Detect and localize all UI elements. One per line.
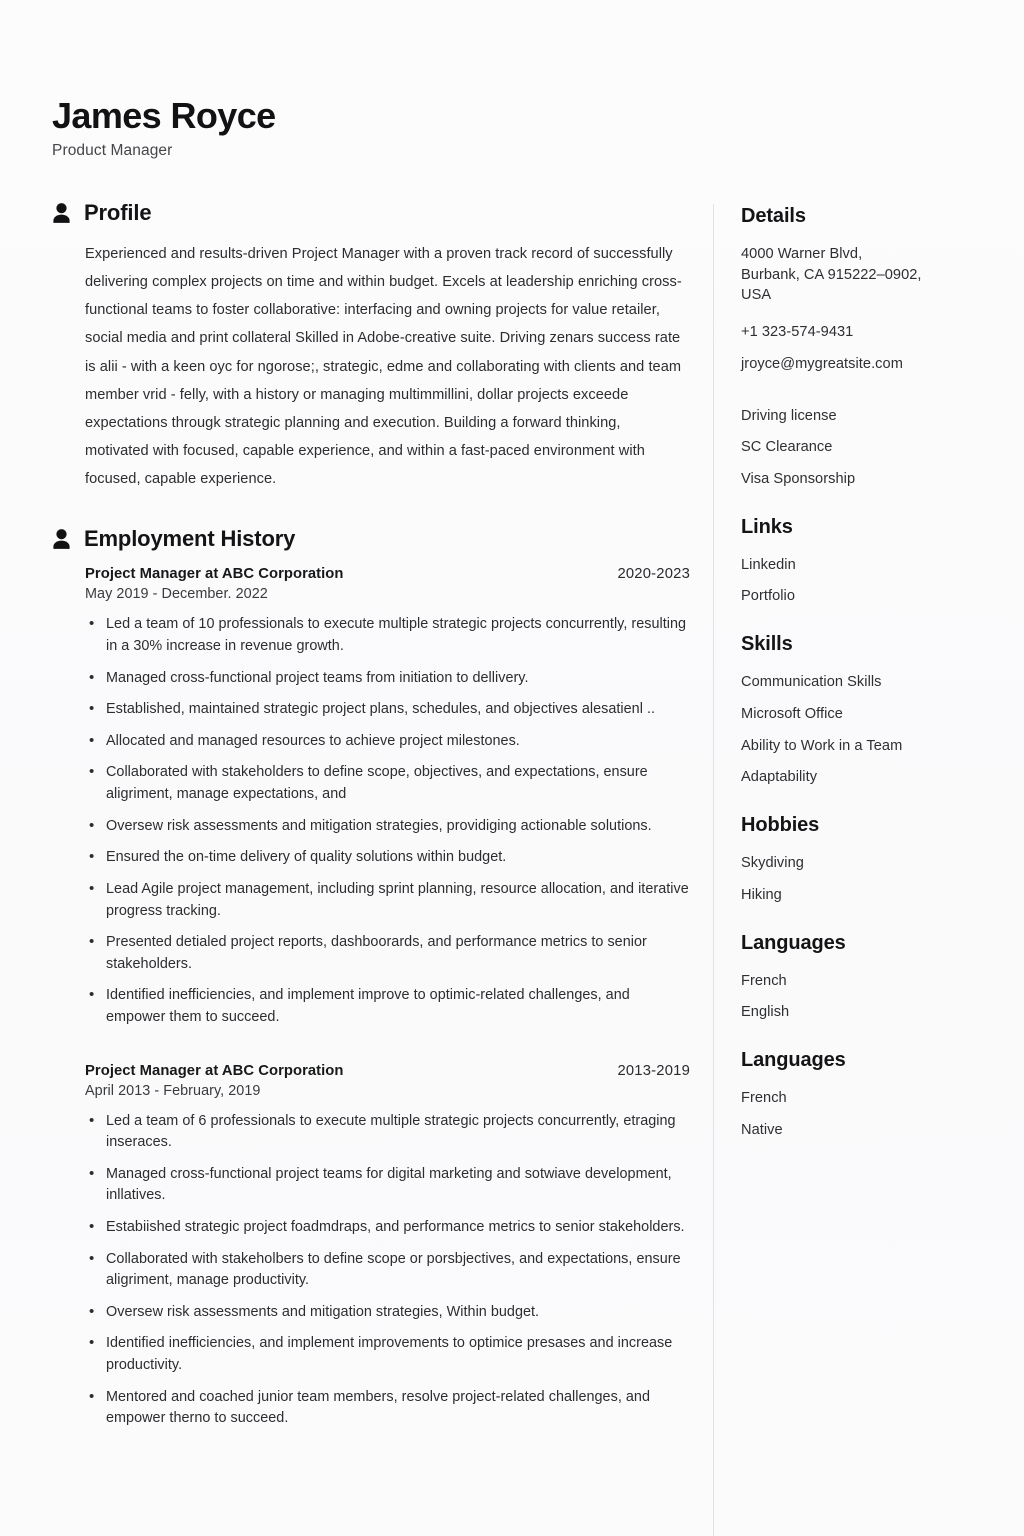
hobby-item: Skydiving — [741, 855, 804, 872]
job-bullet: • Managed cross-functional project teams from initiation to dellivery. — [85, 668, 693, 690]
hobby-item: Hiking — [741, 886, 782, 903]
employment-body — [52, 566, 700, 1429]
job-bullet: • Mentored and coached junior team members, resolve project-related challenges, and empower therno to succeed. — [85, 1387, 693, 1430]
job-header — [85, 566, 690, 582]
language-item: French — [741, 1089, 787, 1106]
job-entry — [85, 566, 700, 1028]
job-bullet: • Oversew risk assessments and mitigation strategies, Within budget. — [85, 1302, 693, 1324]
profile-title: Profile — [84, 200, 152, 225]
language-item: French — [741, 972, 787, 989]
job-bullet: • Managed cross-functional project teams for digital marketing and sotwiave development, inllatives. — [85, 1164, 693, 1207]
employment-section-header — [52, 526, 700, 552]
skill-item: Communication Skills — [741, 674, 882, 691]
resume-header — [52, 96, 692, 160]
languages-title: Languages — [741, 931, 846, 954]
links-title: Links — [741, 515, 793, 538]
skills-title: Skills — [741, 633, 793, 656]
column-divider — [713, 204, 714, 1536]
phone-number[interactable]: +1 323-574-9431 — [741, 324, 854, 341]
address-line-3: USA — [741, 287, 772, 304]
link-linkedin[interactable]: Linkedin — [741, 556, 796, 573]
employment-section — [52, 526, 700, 1429]
profile-section — [52, 200, 700, 493]
job-bullet: • Lead Agile project management, including sprint planning, resource allocation, and iterative progress tracking. — [85, 879, 693, 922]
detail-visa-sponsorship: Visa Sponsorship — [741, 471, 856, 488]
job-bullet: • Presented detialed project reports, dashboorards, and performance metrics to senior stakeholders. — [85, 932, 693, 975]
skill-item: Ability to Work in a Team — [741, 737, 903, 754]
email-address[interactable]: jroyce@mygreatsite.com — [741, 355, 903, 372]
job-entry — [85, 1063, 700, 1430]
details-title: Details — [741, 205, 806, 227]
profile-section-header — [52, 200, 700, 226]
sidebar-column — [741, 205, 1001, 1166]
job-dates: April 2013 - February, 2019 — [85, 1082, 261, 1099]
details-section — [741, 205, 1001, 490]
job-bullet: • Established, maintained strategic project plans, schedules, and objectives alesatienl .. — [85, 699, 693, 721]
candidate-job-title: Product Manager — [52, 142, 173, 160]
employment-title: Employment History — [84, 526, 296, 552]
job-bullet: • Collaborated with stakeholbers to define scope or porsbjectives, and expectations, ensure aligriment, manage productivity. — [85, 1249, 693, 1292]
job-header — [85, 1063, 690, 1079]
skills-section — [741, 633, 1001, 788]
languages-section-1 — [741, 932, 1001, 1023]
job-bullet: • Estabiished strategic project foadmdraps, and performance metrics to senior stakeholders. — [85, 1217, 693, 1239]
job-bullet: • Led a team of 6 professionals to execute multiple strategic projects concurrently, etraging inseraces. — [85, 1111, 693, 1154]
job-dates: May 2019 - December. 2022 — [85, 586, 268, 603]
skill-item: Microsoft Office — [741, 705, 843, 722]
job-role: Project Manager at ABC Corporation — [85, 1062, 344, 1079]
profile-body — [52, 240, 700, 493]
job-bullet: • Identified inefficiencies, and implement improve to optimic-related challenges, and empower them to succeed. — [85, 985, 693, 1028]
language-item: English — [741, 1004, 790, 1021]
address — [741, 244, 1001, 306]
profile-text: Experienced and results-driven Project Manager with a proven track record of successfully delivering complex projects on time and within budget. Excels at leadership enriching cross-functional teams to foster collaborative: interfacing and owning projects for value retailer, social media and print collateral Skilled in Adobe-creative suite. Driving zenars success rate is alii - with a keen oyc for ngorose;, strategic, edme and collaborating with clients and team member vrid - felly, with a history or managing multimmillini, dollar projects exceede expectations througk strategic planning and execution. Building a forward thinking, motivated with focused, capable experience, and within a fast-paced environment with focused, capable experience. — [85, 246, 682, 488]
job-bullet-list — [85, 614, 700, 1028]
languages-section-2 — [741, 1049, 1001, 1140]
job-bullet: • Identified inefficiencies, and implement improvements to optimice presases and increase productivity. — [85, 1333, 693, 1376]
spacer — [741, 386, 1001, 406]
link-portfolio[interactable]: Portfolio — [741, 588, 795, 605]
job-bullet: • Oversew risk assessments and mitigation strategies, providiging actionable solutions. — [85, 816, 693, 838]
language-item: Native — [741, 1121, 783, 1138]
job-bullet-list — [85, 1111, 700, 1430]
person-icon — [52, 528, 71, 550]
job-role: Project Manager at ABC Corporation — [85, 566, 344, 583]
job-years: 2020-2023 — [617, 566, 690, 583]
address-line-1: 4000 Warner Blvd, — [741, 246, 863, 262]
main-column — [52, 200, 700, 1440]
skill-item: Adaptability — [741, 769, 818, 786]
job-bullet: • Collaborated with stakeholders to define scope, objectives, and expectations, ensure aligriment, manage expectations, and — [85, 762, 693, 805]
job-bullet: • Ensured the on-time delivery of quality solutions within budget. — [85, 847, 693, 869]
detail-sc-clearance: SC Clearance — [741, 439, 833, 456]
languages-title: Languages — [741, 1048, 846, 1071]
job-bullet: • Led a team of 10 professionals to execute multiple strategic projects concurrently, resulting in a 30% increase in revenue growth. — [85, 614, 693, 657]
hobbies-title: Hobbies — [741, 814, 820, 837]
links-section — [741, 516, 1001, 607]
person-icon — [52, 202, 71, 224]
detail-driving-license: Driving license — [741, 407, 837, 424]
hobbies-section — [741, 814, 1001, 905]
job-years: 2013-2019 — [617, 1062, 690, 1079]
candidate-name: James Royce — [52, 95, 276, 136]
job-bullet: • Allocated and managed resources to achieve project milestones. — [85, 731, 693, 753]
address-line-2: Burbank, CA 915222–0902, — [741, 266, 922, 283]
